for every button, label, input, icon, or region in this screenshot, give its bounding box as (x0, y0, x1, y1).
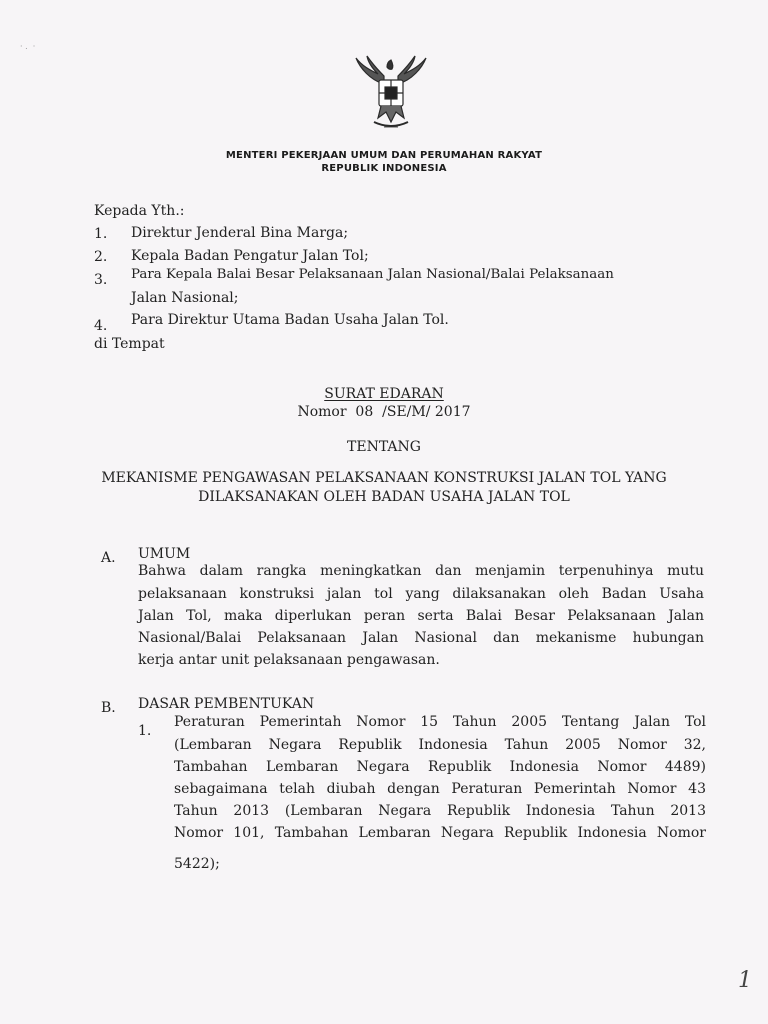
subject-line-1: MEKANISME PENGAWASAN PELAKSANAAN KONSTRUKSI JALAN TOL YANG (101, 470, 667, 486)
title-about: TENTANG (347, 439, 421, 455)
scan-mark: · . · (20, 42, 36, 51)
garuda-emblem-icon (348, 54, 434, 134)
section-b-line-5: Tahun 2013 (Lembaran Negara Republik Indonesia Tahun 2013 (174, 803, 706, 819)
addressee-item-3: Para Kepala Balai Besar Pelaksanaan Jalan Nasional/Balai Pelaksanaan (131, 267, 614, 282)
section-a-heading: UMUM (138, 546, 191, 562)
section-a-line-5: kerja antar unit pelaksanaan pengawasan. (138, 652, 440, 668)
addressee-num-2: 2. (94, 249, 108, 265)
section-b-line-6: Nomor 101, Tambahan Lembaran Negara Republik Indonesia Nomor (174, 825, 706, 841)
section-b-line-7: 5422); (174, 856, 220, 872)
addressee-item-4: Para Direktur Utama Badan Usaha Jalan Tol. (131, 312, 449, 328)
country-name: REPUBLIK INDONESIA (321, 163, 447, 174)
section-b-item-num: 1. (138, 723, 152, 739)
addressee-item-1: Direktur Jenderal Bina Marga; (131, 225, 349, 241)
section-b-line-1: Peraturan Pemerintah Nomor 15 Tahun 2005 Tentang Jalan Tol (174, 714, 706, 730)
section-b-line-2: (Lembaran Negara Republik Indonesia Tahun 2005 Nomor 32, (174, 737, 706, 753)
section-a-line-2: pelaksanaan konstruksi jalan tol yang dilaksanakan oleh Badan Usaha (138, 586, 704, 602)
page-number: 1 (738, 968, 752, 993)
section-b-letter: B. (101, 700, 116, 716)
subject-line-2: DILAKSANAKAN OLEH BADAN USAHA JALAN TOL (198, 489, 570, 505)
section-a-line-1: Bahwa dalam rangka meningkatkan dan menjamin terpenuhinya mutu (138, 563, 704, 579)
document-number: Nomor 08 /SE/M/ 2017 (297, 404, 471, 420)
section-a-line-4: Nasional/Balai Pelaksanaan Jalan Nasional dan mekanisme hubungan (138, 630, 704, 646)
addressee-item-3-cont: Jalan Nasional; (131, 290, 239, 306)
addressee-place: di Tempat (94, 336, 165, 352)
addressee-num-3: 3. (94, 272, 108, 288)
section-b-line-3: Tambahan Lembaran Negara Republik Indonesia Nomor 4489) (174, 759, 706, 775)
addressee-num-1: 1. (94, 226, 108, 242)
addressee-item-2: Kepala Badan Pengatur Jalan Tol; (131, 248, 369, 264)
document-type: SURAT EDARAN (324, 386, 444, 402)
section-b-line-4: sebagaimana telah diubah dengan Peraturan Pemerintah Nomor 43 (174, 781, 706, 797)
ministry-name: MENTERI PEKERJAAN UMUM DAN PERUMAHAN RAKYAT (225, 150, 543, 161)
addressee-num-4: 4. (94, 318, 108, 334)
section-a-letter: A. (101, 550, 116, 566)
section-b-heading: DASAR PEMBENTUKAN (138, 696, 315, 712)
section-a-line-3: Jalan Tol, maka diperlukan peran serta Balai Besar Pelaksanaan Jalan (138, 608, 704, 624)
addressee-intro: Kepada Yth.: (94, 203, 185, 219)
